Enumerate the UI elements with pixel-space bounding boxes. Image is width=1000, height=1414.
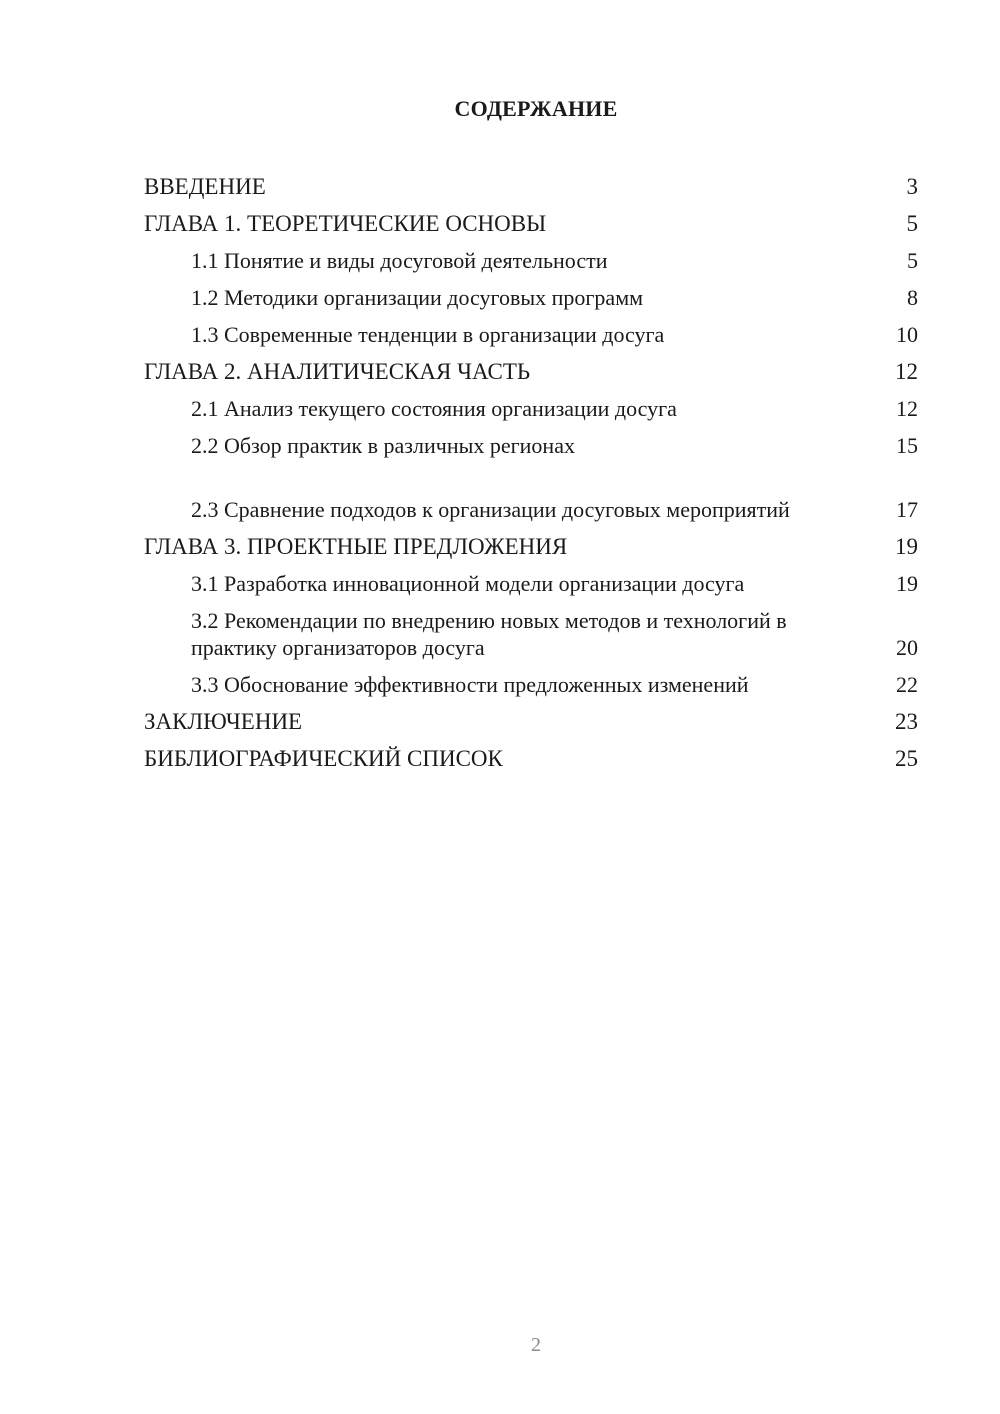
toc-entry-label: 3.1 Разработка инновационной модели организации досуга [191, 571, 745, 596]
toc-entry-page: 22 [896, 672, 918, 697]
toc-entry-label: ГЛАВА 3. ПРОЕКТНЫЕ ПРЕДЛОЖЕНИЯ [144, 534, 568, 559]
table-of-contents [144, 168, 918, 777]
toc-entry-label: БИБЛИОГРАФИЧЕСКИЙ СПИСОК [144, 746, 503, 771]
toc-entry-section-1-2[interactable] [144, 279, 918, 316]
toc-entry-chapter-2[interactable] [144, 353, 918, 390]
toc-entry-label: ЗАКЛЮЧЕНИЕ [144, 709, 303, 734]
toc-entry-section-1-1[interactable] [144, 242, 918, 279]
toc-entry-label: 2.2 Обзор практик в различных регионах [191, 433, 575, 458]
toc-entry-page: 20 [896, 635, 918, 660]
toc-entry-page: 19 [895, 534, 918, 559]
toc-entry-label: 3.2 Рекомендации по внедрению новых методов и технологий в практику организаторов досуга [191, 608, 787, 660]
toc-entry-page: 23 [895, 709, 918, 734]
toc-entry-section-2-3[interactable] [144, 464, 918, 528]
toc-entry-section-2-2[interactable] [144, 427, 918, 464]
toc-entry-label: 1.1 Понятие и виды досуговой деятельности [191, 248, 608, 273]
page-number: 2 [531, 1334, 541, 1356]
toc-entry-page: 5 [907, 248, 918, 273]
toc-entry-page: 12 [896, 396, 918, 421]
toc-entry-section-3-1[interactable] [144, 565, 918, 602]
toc-entry-label: 3.3 Обоснование эффективности предложенных изменений [191, 672, 749, 697]
toc-entry-label: 2.1 Анализ текущего состояния организации досуга [191, 396, 677, 421]
toc-entry-section-3-3[interactable] [144, 666, 918, 703]
toc-title: СОДЕРЖАНИЕ [454, 96, 618, 121]
toc-entry-page: 17 [896, 497, 918, 522]
toc-entry-introduction[interactable] [144, 168, 918, 205]
toc-entry-label: 1.2 Методики организации досуговых программ [191, 285, 644, 310]
toc-entry-page: 3 [906, 174, 918, 199]
toc-entry-bibliography[interactable] [144, 740, 918, 777]
toc-entry-page: 5 [906, 211, 918, 236]
toc-entry-conclusion[interactable] [144, 703, 918, 740]
toc-entry-page: 25 [895, 746, 918, 771]
toc-entry-chapter-1[interactable] [144, 205, 918, 242]
toc-entry-section-1-3[interactable] [144, 316, 918, 353]
toc-entry-chapter-3[interactable] [144, 528, 918, 565]
toc-entry-label: 1.3 Современные тенденции в организации досуга [191, 322, 665, 347]
toc-entry-page: 15 [896, 433, 918, 458]
toc-entry-page: 10 [896, 322, 918, 347]
toc-entry-label: 2.3 Сравнение подходов к организации досуговых мероприятий [191, 497, 790, 522]
toc-entry-page: 12 [895, 359, 918, 384]
toc-entry-label: ГЛАВА 2. АНАЛИТИЧЕСКАЯ ЧАСТЬ [144, 359, 531, 384]
toc-entry-page: 19 [896, 571, 918, 596]
toc-entry-label: ВВЕДЕНИЕ [144, 174, 266, 199]
toc-entry-section-3-2[interactable] [144, 602, 918, 666]
toc-entry-label: ГЛАВА 1. ТЕОРЕТИЧЕСКИЕ ОСНОВЫ [144, 211, 547, 236]
toc-entry-page: 8 [907, 285, 918, 310]
toc-entry-section-2-1[interactable] [144, 390, 918, 427]
